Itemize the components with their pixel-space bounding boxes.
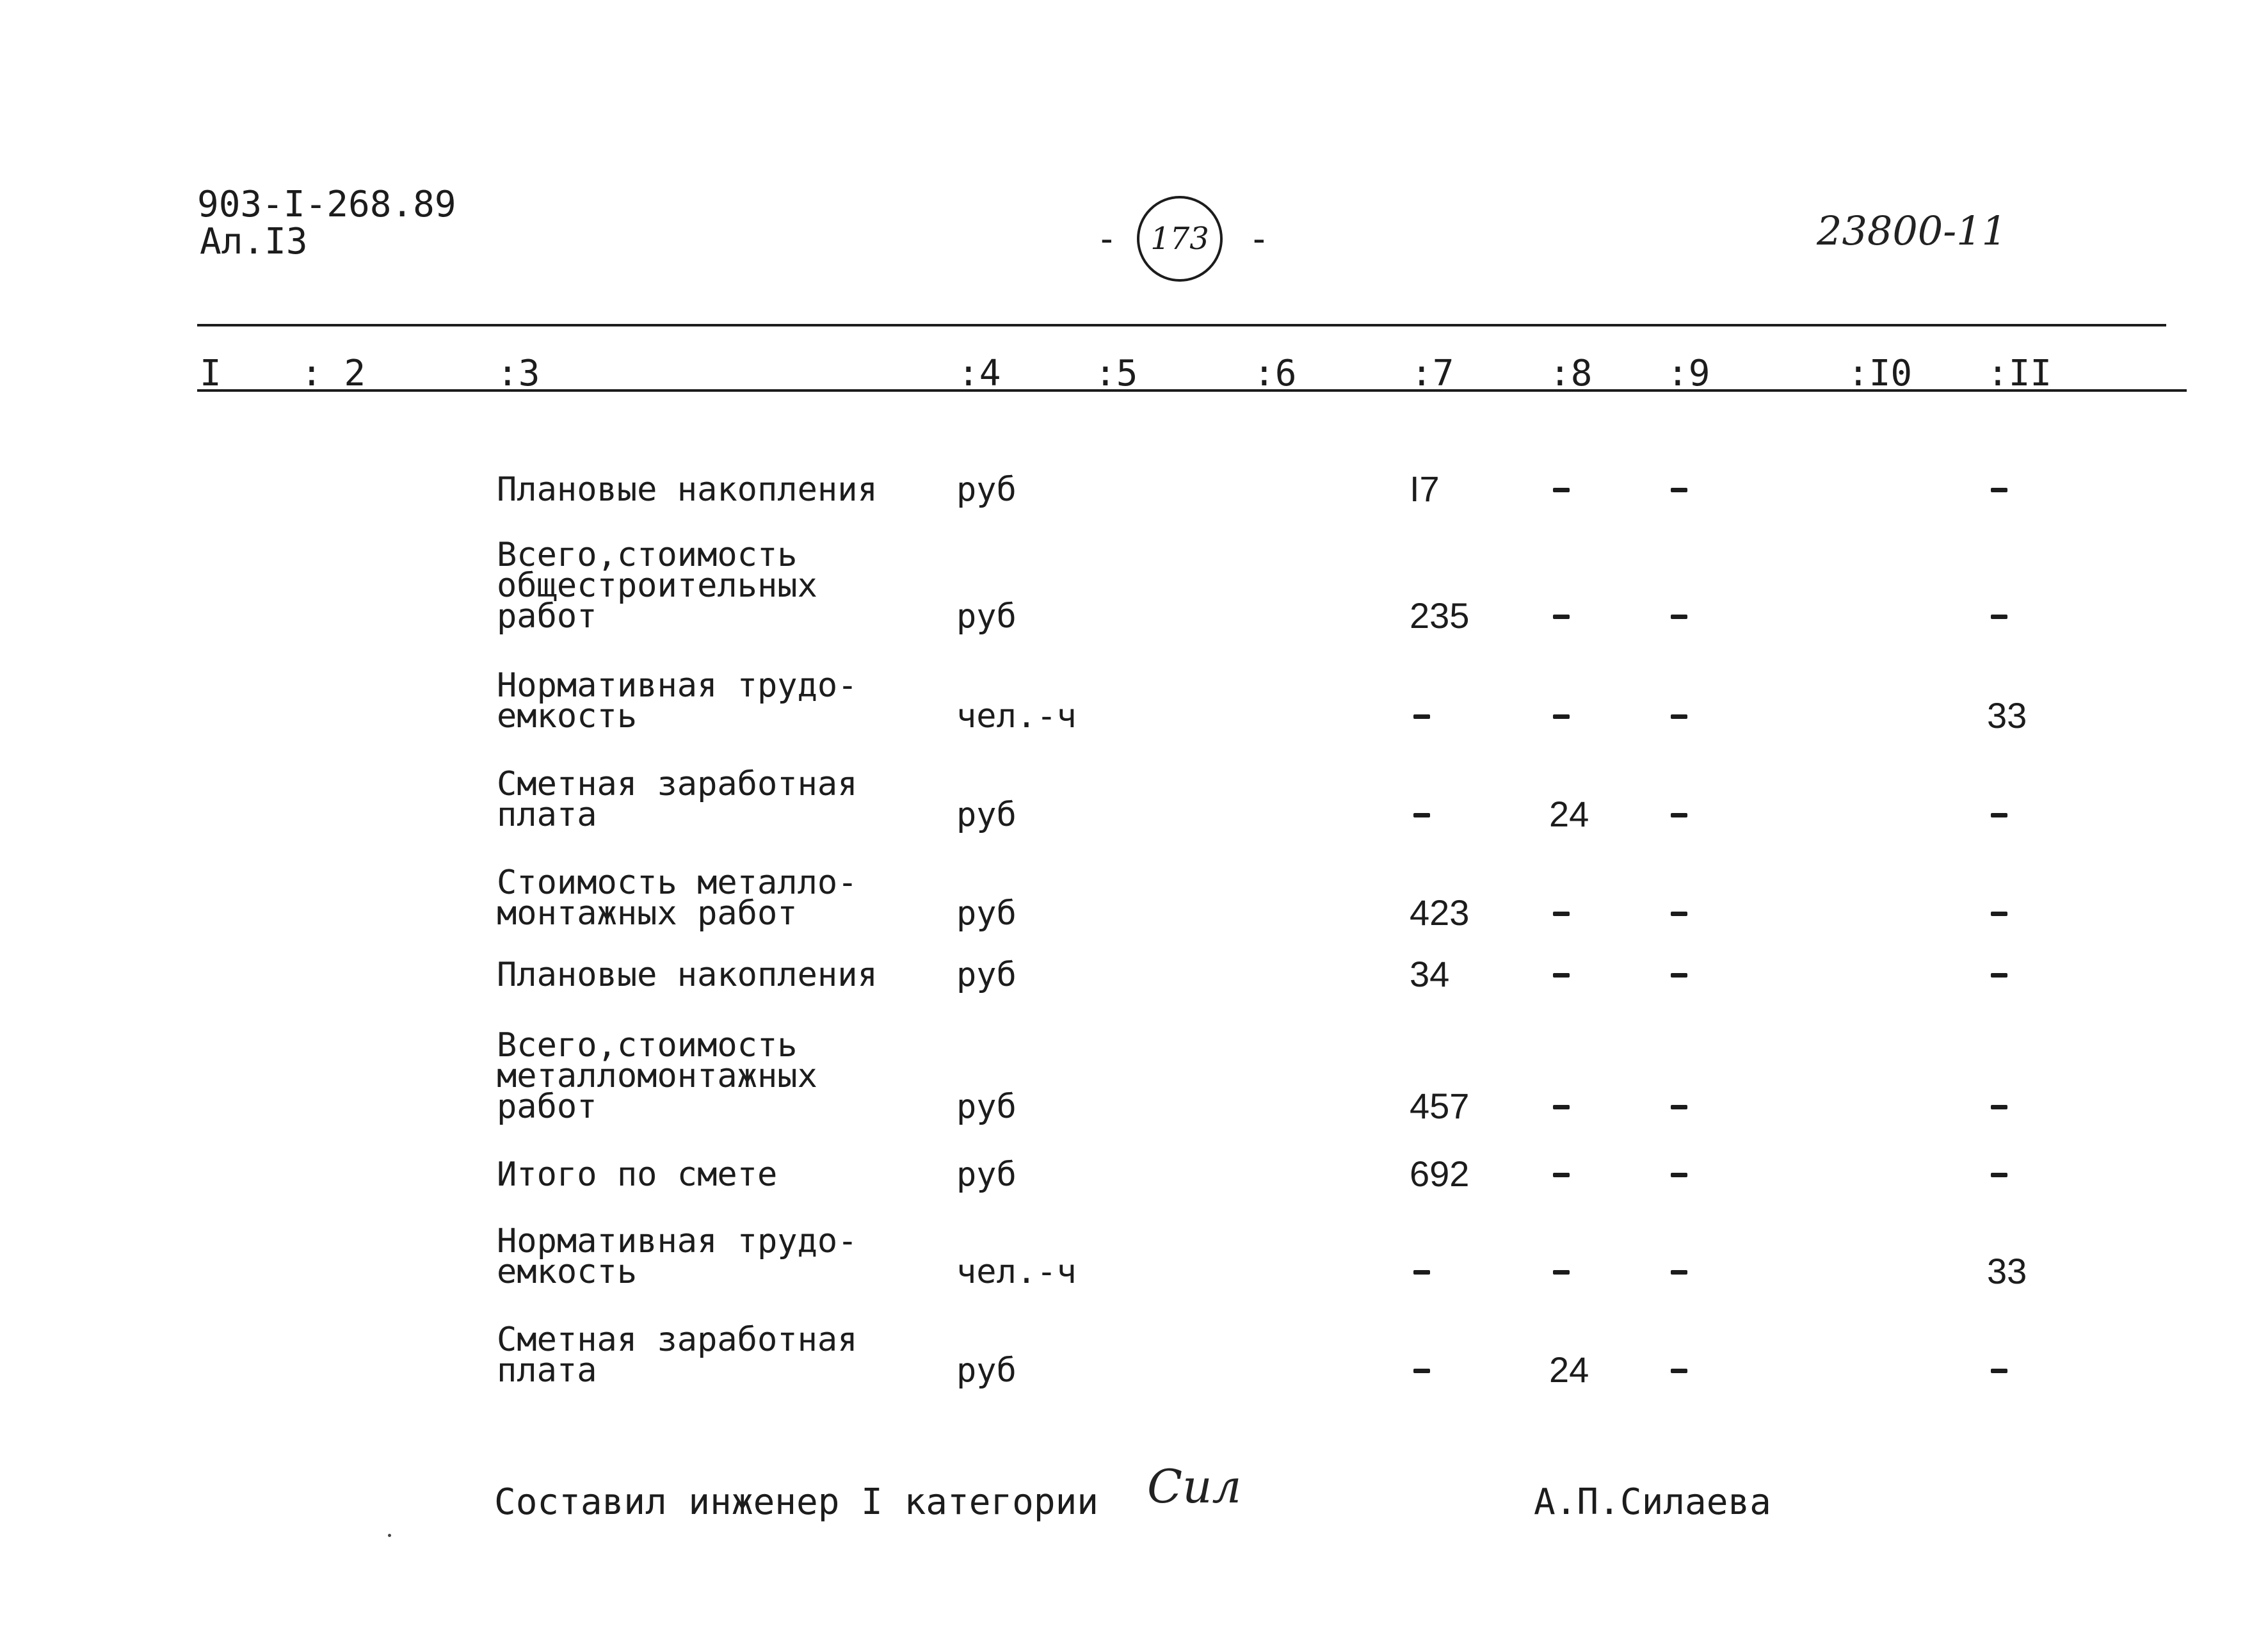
row-6-col11-dash: [1991, 973, 2007, 978]
row-4-col11-dash: [1991, 813, 2007, 817]
row-7-description-line: металломонтажных: [497, 1057, 817, 1095]
row-8-col8-dash: [1553, 1173, 1570, 1177]
speck: [388, 1534, 391, 1537]
row-5-description-line: Стоимость металло-: [497, 864, 858, 902]
row-1-col7: I7: [1410, 469, 1440, 509]
row-5-col7: 423: [1410, 892, 1470, 933]
row-7-col7: 457: [1410, 1086, 1470, 1126]
row-8-description-line: Итого по смете: [497, 1155, 778, 1194]
row-2-col9-dash: [1671, 615, 1687, 619]
row-2-col8-dash: [1553, 615, 1570, 619]
row-4-unit: руб: [956, 796, 1017, 834]
row-1-col11-dash: [1991, 488, 2007, 492]
row-4-col7-dash: [1413, 813, 1430, 817]
row-3-col11: 33: [1987, 695, 2027, 736]
col-header-3: :3: [497, 353, 540, 394]
sheet-number: Ал.I3: [200, 221, 308, 262]
col-header-4: :4: [958, 353, 1001, 394]
row-2-description-line: общестроительных: [497, 567, 817, 605]
row-4-col8: 24: [1549, 794, 1589, 834]
row-10-col8: 24: [1549, 1349, 1589, 1390]
signature: Сил: [1147, 1460, 1242, 1513]
row-2-col7: 235: [1410, 595, 1470, 636]
row-3-col9-dash: [1671, 714, 1687, 719]
col-header-7: :7: [1411, 353, 1454, 394]
row-9-col7-dash: [1413, 1270, 1430, 1275]
row-10-description-line: плата: [497, 1351, 597, 1390]
row-3-col7-dash: [1413, 714, 1430, 719]
row-10-col9-dash: [1671, 1369, 1687, 1373]
row-9-description-line: Нормативная трудо-: [497, 1222, 858, 1260]
col-header-9: :9: [1667, 353, 1710, 394]
row-7-description-line: работ: [497, 1088, 597, 1126]
row-3-unit: чел.-ч: [956, 697, 1077, 736]
row-7-col8-dash: [1553, 1105, 1570, 1109]
row-3-col8-dash: [1553, 714, 1570, 719]
col-header-11: :II: [1987, 353, 2052, 394]
col-header-10: :I0: [1847, 353, 1913, 394]
row-2-description-line: работ: [497, 597, 597, 636]
row-4-col9-dash: [1671, 813, 1687, 817]
row-2-unit: руб: [956, 597, 1017, 636]
row-7-col9-dash: [1671, 1105, 1687, 1109]
page-number-circle: [1137, 196, 1223, 282]
row-1-col8-dash: [1553, 488, 1570, 492]
row-9-col8-dash: [1553, 1270, 1570, 1275]
row-8-unit: руб: [956, 1155, 1017, 1194]
row-5-col8-dash: [1553, 912, 1570, 916]
row-9-col9-dash: [1671, 1270, 1687, 1275]
row-6-col9-dash: [1671, 973, 1687, 978]
row-10-unit: руб: [956, 1351, 1017, 1390]
row-8-col11-dash: [1991, 1173, 2007, 1177]
col-header-5: :5: [1095, 353, 1138, 394]
archive-number: 23800-11: [1817, 207, 2007, 254]
page-dash-left: -: [1096, 218, 1118, 260]
col-header-6: :6: [1253, 353, 1297, 394]
col-header-2: : 2: [301, 353, 366, 394]
row-7-unit: руб: [956, 1088, 1017, 1126]
row-9-col11: 33: [1987, 1251, 2027, 1291]
row-1-unit: руб: [956, 471, 1017, 509]
row-3-description-line: Нормативная трудо-: [497, 666, 858, 705]
row-10-description-line: Сметная заработная: [497, 1321, 858, 1359]
row-9-unit: чел.-ч: [956, 1253, 1077, 1291]
row-6-unit: руб: [956, 956, 1017, 994]
header-rule-top: [197, 324, 2166, 326]
row-5-description-line: монтажных работ: [497, 894, 798, 933]
row-5-col11-dash: [1991, 912, 2007, 916]
row-6-description-line: Плановые накопления: [497, 956, 878, 994]
row-2-col11-dash: [1991, 615, 2007, 619]
row-8-col7: 692: [1410, 1154, 1470, 1194]
row-8-col9-dash: [1671, 1173, 1687, 1177]
row-2-description-line: Всего,стоимость: [497, 536, 798, 574]
row-10-col11-dash: [1991, 1369, 2007, 1373]
row-9-description-line: емкость: [497, 1253, 638, 1291]
row-5-unit: руб: [956, 894, 1017, 933]
row-3-description-line: емкость: [497, 697, 638, 736]
page-number: 173: [1150, 221, 1209, 257]
row-6-col7: 34: [1410, 954, 1450, 994]
row-4-description-line: плата: [497, 796, 597, 834]
document-code: 903-I-268.89: [197, 184, 456, 225]
row-5-col9-dash: [1671, 912, 1687, 916]
compiler-name: А.П.Силаева: [1534, 1481, 1771, 1523]
row-10-col7-dash: [1413, 1369, 1430, 1373]
col-header-1: I: [200, 353, 221, 394]
row-1-col9-dash: [1671, 488, 1687, 492]
page-dash-right: -: [1248, 218, 1270, 260]
row-7-description-line: Всего,стоимость: [497, 1026, 798, 1065]
row-4-description-line: Сметная заработная: [497, 765, 858, 803]
row-6-col8-dash: [1553, 973, 1570, 978]
col-header-8: :8: [1549, 353, 1593, 394]
row-7-col11-dash: [1991, 1105, 2007, 1109]
compiled-by-label: Составил инженер I категории: [494, 1481, 1099, 1523]
row-1-description-line: Плановые накопления: [497, 471, 878, 509]
